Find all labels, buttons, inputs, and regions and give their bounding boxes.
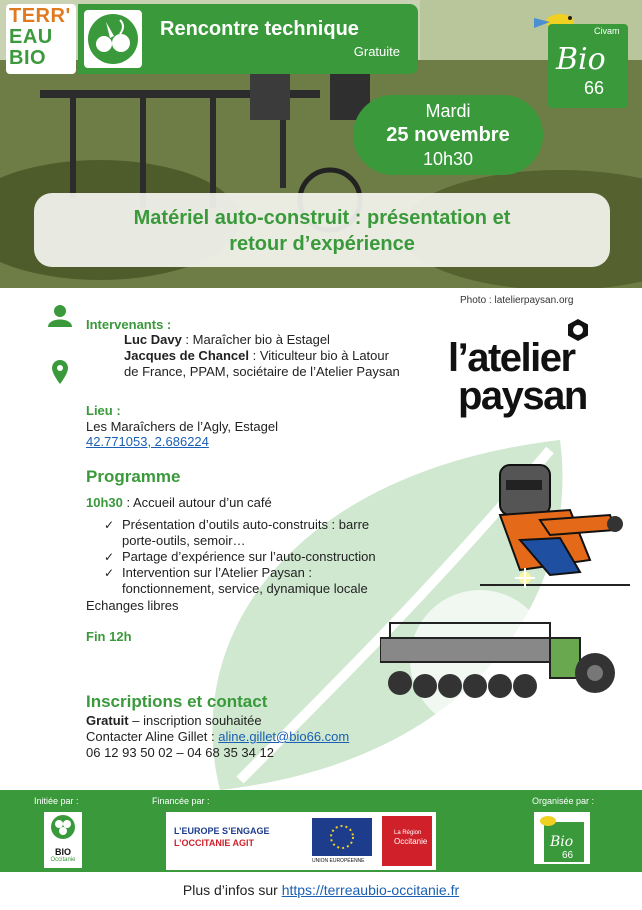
initiee-label: Initiée par : [34, 796, 79, 806]
lieu-place: Les Maraîchers de l’Agly, Estagel [86, 419, 278, 434]
intervenant-2 [124, 348, 389, 364]
programme-item-3-line-1: Intervention sur l’Atelier Paysan : [122, 565, 313, 580]
svg-text:Bio: Bio [550, 834, 574, 850]
title-bar [78, 4, 418, 74]
toolbar-machine-illustration [380, 618, 620, 713]
more-info-row [0, 882, 642, 898]
svg-text:66: 66 [562, 850, 574, 861]
logo-line-2: EAU [9, 26, 53, 48]
intervenant-1-desc: : Maraîcher bio à Estagel [181, 332, 330, 347]
eu-flag-icon [312, 818, 372, 856]
topic-line-1: Matériel auto-construit : présentation et [133, 207, 511, 229]
event-date: 25 novembre [386, 124, 510, 146]
phone-numbers: 06 12 93 50 02 – 04 68 35 34 12 [86, 745, 274, 760]
funders-logos [166, 812, 436, 870]
bio-occ-sub: Occitanie [50, 857, 76, 863]
intervenants-label: Intervenants : [86, 317, 172, 332]
programme-item-3-line-2: fonctionnement, service, dynamique locale [122, 581, 368, 596]
lieu-coords-link[interactable]: 42.771053, 2.686224 [86, 434, 209, 449]
intervenant-2-desc: : Viticulteur bio à Latour [249, 348, 389, 363]
programme-intro [86, 495, 272, 511]
bio-occ-text: BIO [54, 847, 71, 857]
website-link[interactable]: https://terreaubio-occitanie.fr [281, 882, 460, 898]
event-title: Rencontre technique [160, 18, 359, 40]
civam-bio66-logo [530, 8, 630, 108]
welder-illustration [480, 460, 630, 590]
programme-item [100, 565, 440, 597]
inscription-gratuit [86, 713, 262, 729]
terreaubio-logo [6, 4, 76, 74]
programme-intro-text: : Accueil autour d’un café [122, 495, 272, 510]
europe-line-2: L’OCCITANIE AGIT [174, 838, 254, 848]
vegetables-icon [82, 8, 144, 70]
region-line-1: La Région [394, 830, 422, 836]
topic-banner [34, 193, 610, 267]
civam-word: Civam [594, 26, 620, 36]
contact-prefix: Contacter Aline Gillet : [86, 729, 219, 744]
atelier-logo-line-2: paysan [458, 374, 587, 418]
europe-line-1: L’EUROPE S’ENGAGE [174, 826, 270, 836]
location-pin-icon [52, 360, 68, 384]
gratuit-rest: – inscription souhaitée [128, 713, 262, 728]
region-occitanie-logo [382, 816, 432, 866]
clover-icon [44, 812, 82, 842]
email-link[interactable]: aline.gillet@bio66.com [218, 729, 350, 744]
lieu-label: Lieu : [86, 403, 121, 418]
bio-occitanie-logo [44, 812, 82, 868]
programme-item [100, 517, 440, 549]
topic-text [34, 205, 610, 257]
intervenant-1-name: Luc Davy [124, 332, 182, 347]
atelier-paysan-logo [448, 322, 618, 422]
intervenant-2-name: Jacques de Chancel [124, 348, 249, 363]
intervenant-1 [124, 332, 330, 348]
civam-66: 66 [584, 78, 605, 98]
date-pill [353, 95, 543, 175]
person-icon [48, 305, 72, 327]
civam-footer-logo [534, 812, 590, 864]
programme-time: 10h30 [86, 495, 123, 510]
topic-line-2: retour d’expérience [229, 233, 415, 255]
event-subtitle: Gratuite [353, 44, 400, 59]
gratuit-bold: Gratuit [86, 713, 129, 728]
civam-bio: Bio [556, 42, 606, 77]
event-day: Mardi [425, 101, 471, 121]
intervenant-2-desc-line2: de France, PPAM, sociétaire de l’Atelier Paysan [124, 364, 400, 379]
contact-line [86, 729, 349, 745]
programme-end: Fin 12h [86, 629, 132, 644]
photo-credit: Photo : latelierpaysan.org [460, 295, 574, 306]
programme-item [100, 549, 440, 565]
programme-free: Echanges libres [86, 598, 179, 613]
programme-item-2-line-1: Partage d’expérience sur l’auto-construction [122, 549, 376, 564]
programme-item-1-line-1: Présentation d’outils auto-construits : barre [122, 517, 370, 532]
programme-item-1-line-2: porte-outils, semoir… [122, 533, 246, 548]
partners-footer [0, 790, 642, 872]
more-info-prefix: Plus d’infos sur [182, 882, 282, 898]
logo-line-1: TERR' [9, 5, 71, 27]
organisee-label: Organisée par : [532, 796, 595, 806]
programme-title: Programme [86, 467, 181, 486]
logo-line-3: BIO [9, 47, 47, 69]
atelier-logo-line-1: l’atelier [448, 336, 575, 380]
programme-list [100, 517, 440, 597]
financee-label: Financée par : [152, 796, 210, 806]
ue-label: UNION EUROPÉENNE [312, 858, 365, 864]
civam-footer-icon [534, 812, 590, 864]
region-line-2: Occitanie [394, 837, 428, 846]
inscriptions-title: Inscriptions et contact [86, 692, 268, 711]
event-time: 10h30 [422, 149, 474, 169]
